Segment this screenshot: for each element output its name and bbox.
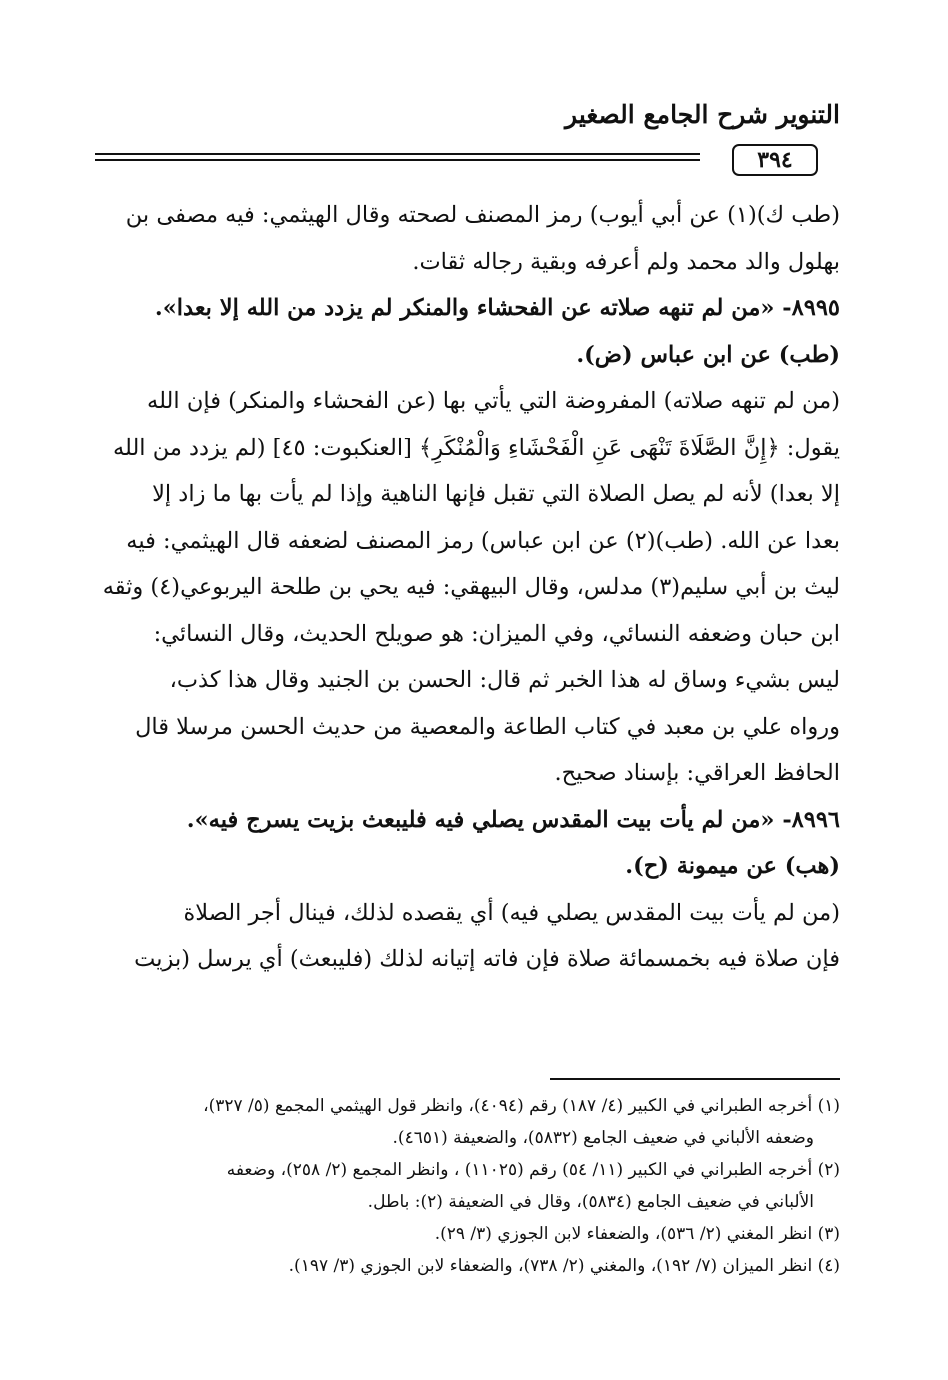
footnote-line: (٢) أخرجه الطبراني في الكبير (١١/ ٥٤) رقم (١١٠٢٥) ، وانظر المجمع (٢/ ٢٥٨)، وضعفه <box>226 1160 840 1180</box>
text-line: ليس بشيء وساق له هذا الخبر ثم قال: الحسن بن الجنيد وقال هذا كذب، <box>169 667 840 693</box>
text-line: (هب) عن ميمونة (ح). <box>625 853 840 879</box>
text-line: (من لم تنهه صلاته) المفروضة التي يأتي بها (عن الفحشاء والمنكر) فإن الله <box>147 388 840 414</box>
text-line: بعدا عن الله. (طب)(٢) عن ابن عباس) رمز المصنف لضعفه قال الهيثمي: فيه <box>126 527 840 554</box>
text-line: ورواه علي بن معبد في كتاب الطاعة والمعصية من حديث الحسن مرسلا قال <box>135 713 840 740</box>
text-line: (من لم يأت بيت المقدس يصلي فيه) أي يقصده لذلك، فينال أجر الصلاة <box>183 899 840 926</box>
running-title: التنوير شرح الجامع الصغير <box>565 100 840 129</box>
text-line: بهلول والد محمد ولم أعرفه وبقية رجاله ثقات. <box>412 248 840 275</box>
text-line: (طب) عن ابن عباس (ض). <box>576 341 840 368</box>
footnote-line: الألباني في ضعيف الجامع (٥٨٣٤)، وقال في الضعيفة (٢): باطل. <box>367 1192 814 1212</box>
page-number: ٣٩٤ <box>732 144 818 176</box>
text-line: ٨٩٩٦- «من لم يأت بيت المقدس يصلي فيه فليبعث بزيت يسرج فيه». <box>186 806 840 833</box>
book-page <box>95 100 840 1340</box>
text-line: ابن حبان وضعفه النسائي، وفي الميزان: هو صويلح الحديث، وقال النسائي: <box>153 620 840 647</box>
text-line: إلا بعدا) لأنه لم يصل الصلاة التي تقبل فإنها الناهية وإذا لم يأت بها ما زاد إلا <box>152 481 840 507</box>
footnote-separator <box>550 1078 840 1080</box>
footnote-line: (٤) انظر الميزان (٧/ ١٩٢)، والمغني (٢/ ٧٣٨)، والضعفاء لابن الجوزي (٣/ ١٩٧). <box>288 1256 840 1276</box>
text-line: الحافظ العراقي: بإسناد صحيح. <box>554 760 840 786</box>
footnote-line: (٣) انظر المغني (٢/ ٥٣٦)، والضعفاء لابن الجوزي (٣/ ٢٩). <box>434 1224 840 1244</box>
header-rule-line-top <box>95 153 700 155</box>
text-line: (طب ك)(١) عن أبي أيوب) رمز المصنف لصحته وقال الهيثمي: فيه مصفى بن <box>125 202 840 228</box>
header-rule-line-bottom <box>95 159 700 161</box>
text-line: يقول: ﴿إِنَّ الصَّلَاةَ تَنْهَى عَنِ الْفَحْشَاءِ وَالْمُنْكَرِ﴾ [العنكبوت: ٤٥] (لم يزدد من الله <box>112 434 840 461</box>
main-text <box>95 192 840 983</box>
text-line: ليث بن أبي سليم(٣) مدلس، وقال البيهقي: فيه يحي بن طلحة اليربوعي(٤) وثقه <box>102 574 840 600</box>
footnote-line: (١) أخرجه الطبراني في الكبير (٤/ ١٨٧) رقم (٤٠٩٤)، وانظر قول الهيثمي المجمع (٥/ ٣٢٧)، <box>203 1096 840 1116</box>
text-line: فإن صلاة فيه بخمسمائة صلاة فإن فاته إتيانه لذلك (فليبعث) أي يرسل (بزيت <box>134 946 840 972</box>
text-line: ٨٩٩٥- «من لم تنهه صلاته عن الفحشاء والمنكر لم يزدد من الله إلا بعدا». <box>154 295 840 321</box>
footnotes <box>95 1090 840 1282</box>
footnote-line: وضعفه الألباني في ضعيف الجامع (٥٨٣٢)، والضعيفة (٤٦٥١). <box>392 1128 814 1148</box>
header-rule <box>95 144 840 176</box>
